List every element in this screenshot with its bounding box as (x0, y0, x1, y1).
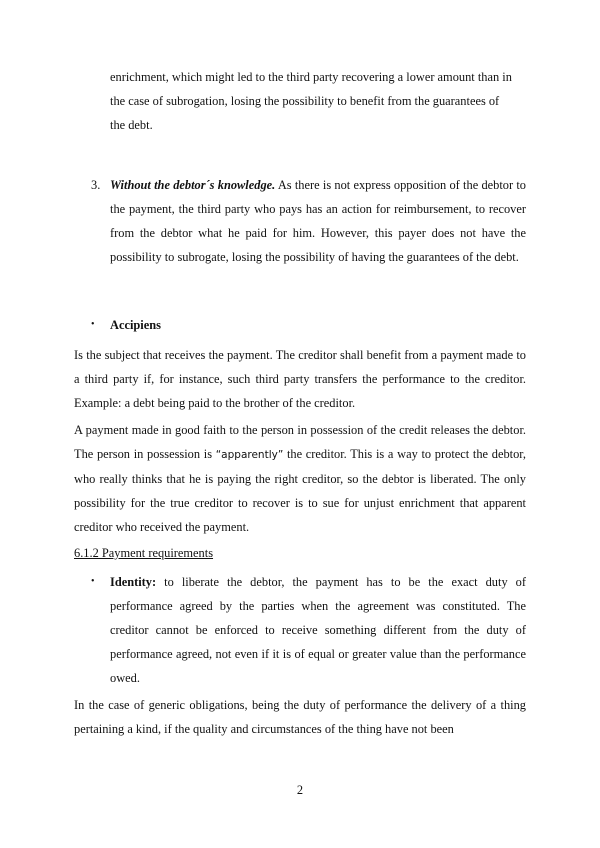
identity-text: to liberate the debtor, the payment has to be the exact duty of performance agreed by the parties when the agreement was constituted. The creditor cannot be enforced to receive something different from the duty of performance agreed, not even if it is of equal or greater value than the performance owed. (110, 575, 526, 685)
paragraph-text: the creditor. This is a way to protect the debtor, who really thinks that he is paying the right creditor, so the debtor is liberated. The only possibility for the true creditor to recover is to sue for unjust enrichment that apparent creditor who received the payment. (74, 447, 527, 534)
accipiens-heading-line (110, 313, 526, 337)
quoted-term: “apparently” (215, 449, 284, 461)
continuation-line: the case of subrogation, losing the possibility to benefit from the guarantees of (110, 94, 500, 108)
item-text: As there is not express opposition of the debtor to the payment, the third party who pays has an action for reimbursement, to recover from the debtor what he paid for him. However, this payer does not have the possibility to subrogate, losing the possibility of having the guarantees of the debt. (110, 178, 527, 264)
identity-paragraph (110, 570, 526, 690)
bullet-icon: • (91, 319, 95, 330)
body-paragraph: Is the subject that receives the payment. The creditor shall benefit from a payment made to a third party if, for instance, such third party transfers the performance to the creditor. Example: a debt being paid to the brother of the creditor. (74, 348, 526, 410)
identity-term: Identity: (110, 575, 157, 589)
section-heading: 6.1.2 Payment requirements (74, 546, 214, 560)
continuation-line: enrichment, which might led to the third party recovering a lower amount than in (110, 70, 512, 84)
list-number: 3. (91, 178, 101, 192)
page-number: 2 (296, 783, 304, 797)
paragraph-text: A payment made in good faith to the person in possession of the credit releases the debtor. The person in possession is (74, 423, 526, 461)
continuation-line: the debt. (110, 118, 153, 132)
body-paragraph (74, 418, 526, 539)
section-heading-line (74, 541, 526, 565)
body-paragraph: In the case of generic obligations, being the duty of performance the delivery of a thing pertaining a kind, if the quality and circumstances of the thing have not been (74, 698, 526, 736)
bullet-icon: • (91, 576, 95, 587)
section-subheading: Accipiens (110, 318, 161, 332)
continuation-paragraph (110, 65, 526, 137)
item-title: Without the debtor´s knowledge. (110, 178, 276, 192)
numbered-item-paragraph (110, 173, 526, 269)
